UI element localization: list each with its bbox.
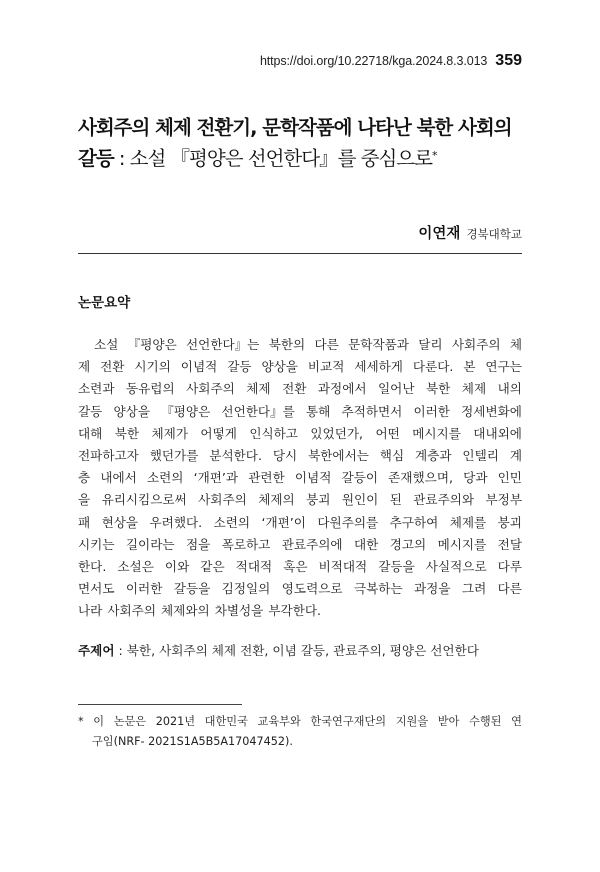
footnote-line-2: 구임(NRF- 2021S1A5B5A17047452). <box>92 735 293 748</box>
footnote-word: 연 <box>511 715 522 728</box>
abstract-word: 사회주의 <box>186 381 235 397</box>
abstract-word: 달리 <box>418 337 443 352</box>
abstract-line <box>78 512 522 534</box>
abstract-word: 선언한다』는 <box>186 337 260 352</box>
abstract-word: 사회주의 <box>451 337 501 352</box>
abstract-word: 있었던가, <box>310 425 364 441</box>
abstract-body <box>78 334 522 622</box>
abstract-line <box>78 401 522 423</box>
abstract-word: 메시지를 <box>412 425 461 441</box>
abstract-word: 전파하고자 <box>78 447 139 463</box>
abstract-word: 사실적으로 <box>425 558 487 574</box>
abstract-word: 일어난 <box>378 381 415 397</box>
abstract-word: 패 <box>78 514 91 530</box>
abstract-word: 다룬다. <box>412 359 454 375</box>
abstract-line <box>78 489 522 511</box>
footnote-word: 이 <box>93 715 105 728</box>
abstract-word: 갈등 <box>227 359 252 375</box>
abstract-word: 인식하고 <box>249 425 298 441</box>
abstract-word: 시기의 <box>134 359 171 375</box>
abstract-word: 북한의 <box>268 337 306 352</box>
abstract-word: 분석한다. <box>209 447 262 463</box>
abstract-word: 소련의 <box>213 514 251 530</box>
abstract-word: 길이라는 <box>125 536 175 552</box>
abstract-word: 문학작품과 <box>348 337 409 352</box>
abstract-word: 북한에서는 <box>308 447 369 463</box>
abstract-heading: 논문요약 <box>78 295 131 311</box>
abstract-word: 대내외에 <box>473 425 522 441</box>
title-main-word: 갈등 <box>78 147 114 170</box>
abstract-word: 영도력으로 <box>281 581 343 597</box>
doi-link[interactable]: https://doi.org/10.22718/kga.2024.8.3.013 <box>259 54 488 68</box>
abstract-word: 인민 <box>497 470 522 486</box>
abstract-word: 추적하면서 <box>341 403 403 419</box>
abstract-word: 제 <box>78 359 91 375</box>
abstract-word: 사회주의 <box>198 492 247 508</box>
abstract-word: 비적대적 <box>318 558 368 574</box>
footnote-divider <box>78 704 242 705</box>
page-number: 359 <box>495 52 522 69</box>
abstract-word: 그려 <box>461 581 487 597</box>
title-line-2 <box>78 142 538 173</box>
abstract-word: 면서도 <box>78 581 115 597</box>
abstract-word: 통해 <box>305 403 331 419</box>
abstract-word: 층 <box>78 470 91 486</box>
abstract-word: 갈등 <box>78 403 103 419</box>
abstract-word: 된 <box>389 492 402 508</box>
abstract-word: 경고의 <box>389 536 427 552</box>
abstract-word: 과정을 <box>414 581 451 597</box>
abstract-word: 당시 <box>272 447 298 463</box>
title-line-1: 사회주의 체제 전환기, 문학작품에 나타난 북한 사회의 <box>78 116 512 139</box>
abstract-word: 『평양은 <box>161 403 211 419</box>
paper-title <box>78 114 538 173</box>
page-header <box>260 52 522 70</box>
abstract-word: 현상을 <box>101 514 139 530</box>
author-affiliation: 경북대학교 <box>466 227 522 241</box>
abstract-word: 부각한다. <box>268 603 322 619</box>
abstract-word: 이러한 <box>413 403 450 419</box>
abstract-word: 계층과 <box>415 447 452 463</box>
abstract-word: 체제와의 <box>161 603 210 619</box>
header-divider <box>78 253 522 254</box>
footnote-word: * <box>78 715 84 728</box>
abstract-word: 소설 <box>78 337 119 352</box>
abstract-word: 유리시킴으로써 <box>101 492 187 508</box>
footnote-word: 교육부와 <box>257 715 301 728</box>
abstract-word: 김정일의 <box>221 581 271 597</box>
abstract-word: 점을 <box>185 536 211 552</box>
abstract-word: 붕괴 <box>306 492 331 508</box>
abstract-word: ‘개편’이 <box>261 514 306 530</box>
abstract-word: 소련과 <box>78 381 115 397</box>
footnote-word: 2021년 <box>155 715 196 728</box>
author-name: 이연재 <box>418 226 461 242</box>
abstract-line <box>78 378 522 400</box>
abstract-word: 이러한 <box>125 581 163 597</box>
abstract-word: 전환 <box>282 381 307 397</box>
abstract-line <box>78 556 522 578</box>
footnote-word: 대한민국 <box>204 715 248 728</box>
abstract-word: 갈등을 <box>378 558 415 574</box>
abstract-word: 인텔리 <box>462 447 499 463</box>
abstract-line <box>78 445 522 467</box>
abstract-word: 어떤 <box>375 425 400 441</box>
abstract-word: 같은 <box>200 558 225 574</box>
abstract-word: 이와 <box>164 558 190 574</box>
abstract-word: 했던가를 <box>149 447 199 463</box>
abstract-line <box>78 600 522 622</box>
abstract-word: 연구는 <box>485 359 522 375</box>
footnote-word: 한국연구재단의 <box>310 715 387 728</box>
abstract-word: 관료주의에 <box>281 536 343 552</box>
abstract-word: 체제 <box>461 381 487 397</box>
abstract-word: 다른 <box>497 581 522 597</box>
keywords-label: 주제어 <box>78 643 115 658</box>
abstract-word: 대해 <box>78 425 103 441</box>
abstract-line <box>78 467 522 489</box>
abstract-word: 체 <box>509 337 522 352</box>
keywords-text: 북한, 사회주의 체제 전환, 이념 갈등, 관료주의, 평양은 선언한다 <box>126 643 479 658</box>
abstract-word: 『평양은 <box>127 337 177 352</box>
abstract-word: 갈등이 <box>341 470 379 486</box>
abstract-word: 소설은 <box>117 558 154 574</box>
abstract-word: 양상을 <box>261 359 298 375</box>
abstract-word: 우려했다. <box>149 514 203 530</box>
title-subtitle: : 소설 『평양은 선언한다』를 중심으로 <box>113 147 432 170</box>
abstract-word: 북한 <box>114 425 140 441</box>
abstract-word: 관련한 <box>248 470 285 486</box>
abstract-word: 대한 <box>353 536 379 552</box>
abstract-word: 본 <box>463 359 476 375</box>
abstract-word: 한다. <box>78 558 107 574</box>
footnote <box>78 712 522 752</box>
abstract-word: 전환 <box>100 359 125 375</box>
abstract-word: 이념적 <box>180 359 218 375</box>
abstract-word: 당과 <box>463 470 488 486</box>
abstract-word: 어떻게 <box>200 425 237 441</box>
abstract-word: 체제의 <box>258 492 295 508</box>
abstract-word: ‘개편’과 <box>193 470 239 486</box>
abstract-word: 폭로하고 <box>221 536 271 552</box>
abstract-word: 비교적 <box>307 359 345 375</box>
footnote-word: 받아 <box>437 715 460 728</box>
abstract-line <box>78 356 522 378</box>
abstract-word: 부정부 <box>485 492 522 508</box>
abstract-word: 양상을 <box>113 403 150 419</box>
abstract-word: 이념적 <box>294 470 332 486</box>
abstract-word: 과정에서 <box>317 381 367 397</box>
abstract-word: 을 <box>78 492 91 508</box>
abstract-line <box>78 334 522 356</box>
abstract-word: 차별성을 <box>214 603 264 619</box>
abstract-word: 붕괴 <box>497 514 522 530</box>
footnote-word: 수행된 <box>469 715 502 728</box>
abstract-word: 선언한다』를 <box>221 403 295 419</box>
abstract-word: 적대적 <box>235 558 273 574</box>
abstract-word: 세세하게 <box>354 359 403 375</box>
abstract-word: 체제가 <box>151 425 188 441</box>
abstract-word: 내에서 <box>100 470 137 486</box>
abstract-word: 소련의 <box>146 470 184 486</box>
abstract-word: 나라 <box>78 603 103 619</box>
abstract-word: 핵심 <box>379 447 405 463</box>
abstract-word: 혹은 <box>283 558 308 574</box>
abstract-word: 체제 <box>246 381 271 397</box>
abstract-word: 존재했으며, <box>388 470 454 486</box>
keywords-line <box>78 640 522 659</box>
keywords-separator: : <box>114 643 127 658</box>
abstract-word: 관료주의와 <box>413 492 475 508</box>
abstract-word: 메시지를 <box>437 536 487 552</box>
abstract-word: 북한 <box>425 381 451 397</box>
footnote-word: 논문은 <box>113 715 147 728</box>
abstract-word: 다원주의를 <box>317 514 379 530</box>
abstract-word: 추구하여 <box>389 514 439 530</box>
abstract-word: 전달 <box>497 536 522 552</box>
abstract-word: 갈등을 <box>173 581 211 597</box>
abstract-word: 체제를 <box>449 514 487 530</box>
author-block <box>418 222 522 243</box>
abstract-word: 사회주의 <box>107 603 157 619</box>
abstract-word: 계 <box>509 447 522 463</box>
abstract-word: 극복하는 <box>353 581 403 597</box>
abstract-word: 동유럽의 <box>125 381 175 397</box>
title-footnote-marker: * <box>431 149 437 162</box>
footnote-word: 지원을 <box>395 715 429 728</box>
abstract-word: 내의 <box>497 381 522 397</box>
abstract-word: 시키는 <box>78 536 115 552</box>
footnote-line-1 <box>78 712 522 732</box>
abstract-line <box>78 423 522 445</box>
abstract-word: 원인이 <box>341 492 379 508</box>
abstract-word: 정세변화에 <box>461 403 522 419</box>
abstract-line <box>78 578 522 600</box>
abstract-word: 다루 <box>497 558 522 574</box>
abstract-word: 다른 <box>314 337 339 352</box>
abstract-line <box>78 534 522 556</box>
